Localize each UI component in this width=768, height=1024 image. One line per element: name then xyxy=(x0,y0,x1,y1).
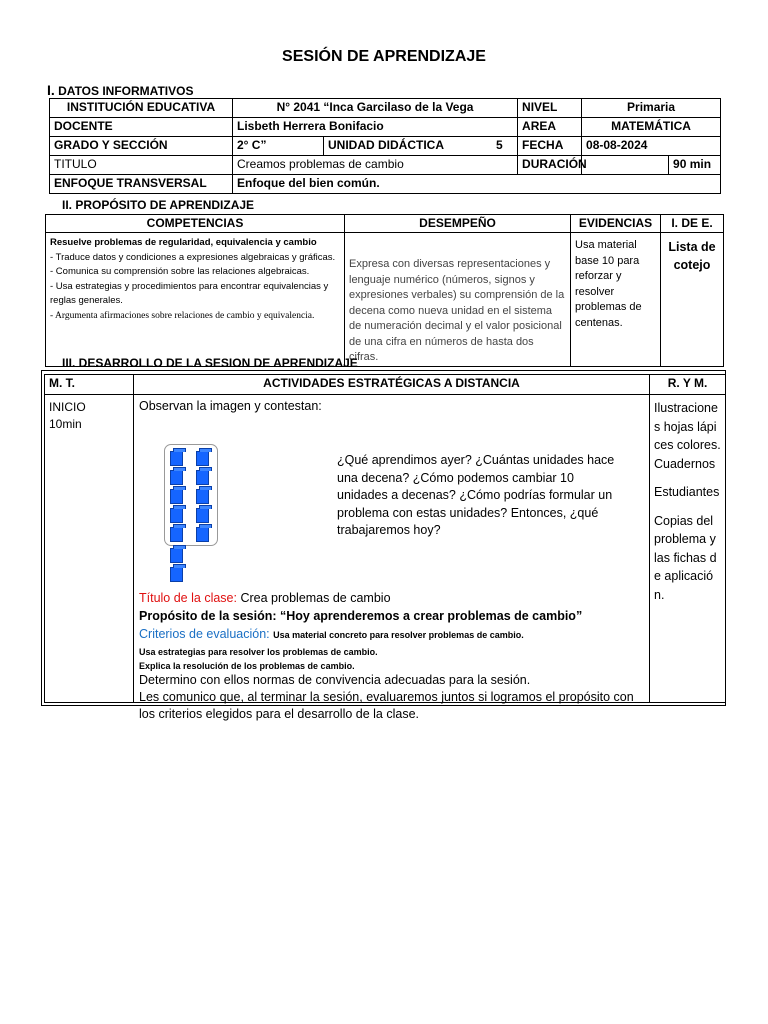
proposito-table xyxy=(45,214,724,367)
activities-cell xyxy=(134,395,650,721)
session-title-text: Crea problemas de cambio xyxy=(240,591,391,605)
evaluation-communication: Les comunico que, al terminar la sesión, evaluaremos juntos si logramos el propósito con los criterios elegidos para el desarrollo de la clase. xyxy=(139,690,634,721)
activities-intro: Observan la imagen y contestan: xyxy=(139,399,322,413)
competencia-item: - Comunica su comprensión sobre las relaciones algebraicas. xyxy=(50,266,310,277)
instrumento-text: Lista de cotejo xyxy=(661,233,724,367)
area-value: MATEMÁTICA xyxy=(582,118,721,137)
unit-cube xyxy=(170,508,183,523)
mt-header: M. T. xyxy=(45,375,134,395)
competencia-item: - Usa estrategias y procedimientos para encontrar equivalencias y reglas generales. xyxy=(50,280,329,306)
competencia-cell xyxy=(46,233,345,367)
duracion-spacer xyxy=(582,156,669,175)
unit-cube xyxy=(196,451,209,466)
unit-cube xyxy=(196,508,209,523)
unit-cube xyxy=(170,451,183,466)
unidad-cell xyxy=(324,137,518,156)
section-1-label: DATOS INFORMATIVOS xyxy=(58,84,194,98)
nivel-label: NIVEL xyxy=(518,99,582,118)
titulo-label: TITULO xyxy=(50,156,233,175)
fecha-label: FECHA xyxy=(518,137,582,156)
moment-time: 10min xyxy=(49,417,82,431)
unidad-label: UNIDAD DIDÁCTICA xyxy=(328,138,444,152)
unit-cube xyxy=(196,489,209,504)
unit-cube xyxy=(170,489,183,504)
opening-questions: ¿Qué aprendimos ayer? ¿Cuántas unidades hace una decena? ¿Cómo podemos cambiar 10 unidades a decenas? ¿Cómo podrías formular un problema con estas unidades? Entonces, ¿qué trabajaremos hoy? xyxy=(337,453,615,537)
duracion-value: 90 min xyxy=(669,156,721,175)
unit-cube xyxy=(196,470,209,485)
session-purpose: Propósito de la sesión: “Hoy aprenderemos a crear problemas de cambio” xyxy=(139,609,583,623)
unit-cube xyxy=(170,527,183,542)
datos-informativos-table xyxy=(49,98,721,194)
area-label: AREA xyxy=(518,118,582,137)
recursos-header: R. Y M. xyxy=(650,375,726,395)
desempeno-text: Expresa con diversas representaciones y lenguaje numérico (números, signos y expresiones verbales) su comprensión de la decena como nueva unidad en el sistema de numeración decimal y el valor posicional de una cifra en números de hasta dos cifras. xyxy=(345,233,571,367)
section-2-heading: II. PROPÓSITO DE APRENDIZAJE xyxy=(62,198,255,212)
competencias-header: COMPETENCIAS xyxy=(46,215,345,233)
resources-copies: Copias del problema y las fichas de aplicación. xyxy=(654,513,717,602)
resources-cell xyxy=(650,395,726,703)
session-title-line xyxy=(139,590,391,606)
titulo-value: Creamos problemas de cambio xyxy=(233,156,518,175)
competencia-item: - Traduce datos y condiciones a expresiones algebraicas y gráficas. xyxy=(50,251,336,263)
grado-label: GRADO Y SECCIÓN xyxy=(50,137,233,156)
desempeno-header: DESEMPEÑO xyxy=(345,215,571,233)
criterion-3: Explica la resolución de los problemas de cambio. xyxy=(139,661,355,671)
resources-students: Estudiantes xyxy=(654,485,720,499)
enfoque-value: Enfoque del bien común. xyxy=(233,175,721,194)
section-3-heading: III. DESARROLLO DE LA SESION DE APRENDIZAJE xyxy=(62,356,358,370)
norms-text: Determino con ellos normas de convivencia adecuadas para la sesión. xyxy=(139,673,531,687)
criteria-label: Criterios de evaluación: xyxy=(139,627,270,641)
criterion-2: Usa estrategias para resolver los problemas de cambio. xyxy=(139,647,378,657)
competencia-title: Resuelve problemas de regularidad, equivalencia y cambio xyxy=(50,237,317,248)
criteria-line xyxy=(139,626,524,643)
base-ten-blocks-illustration xyxy=(134,395,135,396)
evidencias-text: Usa material base 10 para reforzar y resolver problemas de centenas. xyxy=(571,233,661,367)
institucion-value: N° 2041 “Inca Garcilaso de la Vega xyxy=(233,99,518,118)
criterion-1: Usa material concreto para resolver problemas de cambio. xyxy=(273,630,524,640)
section-1-heading xyxy=(47,82,193,98)
instrumento-header: I. DE E. xyxy=(661,215,724,233)
unidad-value: 5 xyxy=(496,138,503,152)
docente-value: Lisbeth Herrera Bonifacio xyxy=(233,118,518,137)
evidencias-header: EVIDENCIAS xyxy=(571,215,661,233)
loose-unit-cube xyxy=(170,567,183,582)
actividades-header: ACTIVIDADES ESTRATÉGICAS A DISTANCIA xyxy=(134,375,650,395)
closing-text xyxy=(139,672,644,723)
unit-cube xyxy=(196,527,209,542)
moment-cell xyxy=(45,395,134,703)
fecha-value: 08-08-2024 xyxy=(582,137,721,156)
nivel-value: Primaria xyxy=(582,99,721,118)
desarrollo-table xyxy=(44,374,726,721)
unit-cube xyxy=(170,470,183,485)
institucion-label: INSTITUCIÓN EDUCATIVA xyxy=(50,99,233,118)
page-title: SESIÓN DE APRENDIZAJE xyxy=(282,48,486,65)
competencia-item: - Argumenta afirmaciones sobre relaciones de cambio y equivalencia. xyxy=(50,310,315,321)
section-1-roman: I. xyxy=(47,82,55,98)
loose-unit-cube xyxy=(170,548,183,563)
moment-name: INICIO xyxy=(49,400,86,414)
enfoque-label: ENFOQUE TRANSVERSAL xyxy=(50,175,233,194)
resources-materials: Ilustraciones hojas lápices colores. Cuadernos xyxy=(654,401,721,471)
session-title-label: Título de la clase: xyxy=(139,591,237,605)
duracion-label: DURACIÓN xyxy=(518,156,582,175)
grado-value: 2° C” xyxy=(233,137,324,156)
docente-label: DOCENTE xyxy=(50,118,233,137)
